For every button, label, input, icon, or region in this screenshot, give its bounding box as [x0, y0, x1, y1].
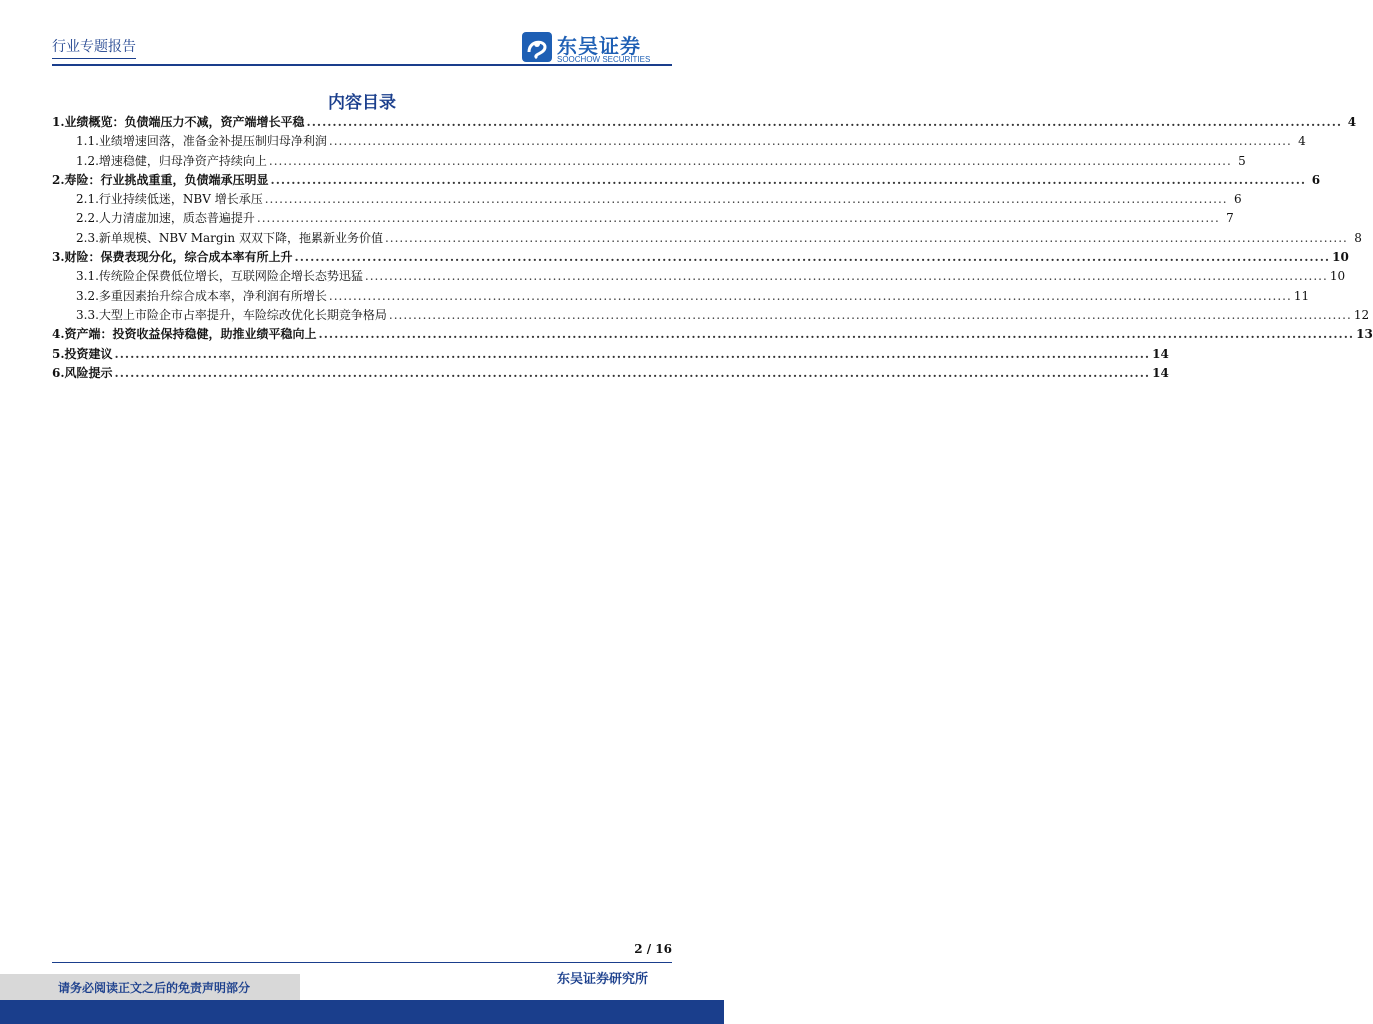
- toc-entry-text: 业绩增速回落，准备金补提压制归母净利润: [98, 134, 327, 149]
- toc-entry-text: 业绩概览：负债端压力不减，资产端增长平稳: [64, 115, 305, 129]
- logo-mark-icon: [520, 30, 554, 64]
- footer-band: [0, 1000, 724, 1024]
- toc-entry-number: 2.: [52, 172, 65, 187]
- toc-entry[interactable]: [52, 113, 1357, 132]
- toc-entry[interactable]: [52, 267, 1346, 286]
- toc-entry-number: 3.2.: [76, 288, 99, 303]
- toc-leader-dots: ........................................................................................................................................................................................................: [364, 269, 1328, 284]
- toc-leader-dots: ........................................................................................................................................................................................................: [268, 153, 1232, 168]
- toc-entry[interactable]: [52, 190, 1242, 209]
- toc-entry[interactable]: [52, 345, 1169, 364]
- footer-disclaimer: 请务必阅读正文之后的免责声明部分: [0, 974, 300, 1000]
- toc-entry-page: 7: [1226, 211, 1234, 226]
- toc-entry-page: 4: [1298, 134, 1306, 149]
- toc-entry-page: 14: [1152, 365, 1169, 380]
- toc-entry-number: 1.2.: [76, 153, 99, 168]
- toc-entry-page: 10: [1329, 269, 1346, 284]
- toc-entry-number: 3.: [52, 250, 65, 265]
- toc-entry[interactable]: [52, 287, 1310, 306]
- toc-entry-text: 传统险企保费低位增长，互联网险企增长态势迅猛: [98, 269, 363, 284]
- toc-leader-dots: ........................................................................................................................................................................................................: [328, 288, 1292, 303]
- toc-leader-dots: ........................................................................................................................................................................................................: [264, 192, 1228, 207]
- toc-leader-dots: ........................................................................................................................................................................................................: [306, 115, 1343, 129]
- footer-divider: [52, 962, 672, 963]
- toc-leader-dots: ........................................................................................................................................................................................................: [294, 250, 1331, 265]
- footer-organization: 东吴证券研究所: [556, 972, 648, 987]
- toc-entry-page: 6: [1233, 192, 1242, 207]
- toc-entry[interactable]: [52, 209, 1234, 228]
- toc-leader-dots: ........................................................................................................................................................................................................: [270, 172, 1307, 187]
- toc-entry-page: 11: [1293, 288, 1310, 303]
- logo-english-name: SOOCHOW SECURITIES: [557, 55, 651, 64]
- toc-entry-number: 4.: [52, 327, 65, 342]
- toc-entry-number: 3.1.: [76, 269, 99, 284]
- toc-leader-dots: ........................................................................................................................................................................................................: [114, 365, 1151, 380]
- toc-entry-page: 5: [1238, 153, 1246, 168]
- toc-leader-dots: ........................................................................................................................................................................................................: [388, 307, 1352, 322]
- toc-entry[interactable]: [52, 229, 1362, 248]
- toc-title: 内容目录: [328, 93, 396, 113]
- toc-entry[interactable]: [52, 171, 1321, 190]
- toc-entry-page: 12: [1353, 307, 1370, 322]
- toc-entry-number: 5.: [52, 346, 65, 361]
- toc-entry-page: 6: [1311, 172, 1321, 187]
- toc-entry-text: 增速稳健，归母净资产持续向上: [98, 153, 267, 168]
- toc-leader-dots: ........................................................................................................................................................................................................: [256, 211, 1220, 226]
- toc-entry[interactable]: [52, 152, 1246, 171]
- toc-entry[interactable]: [52, 306, 1370, 325]
- toc-entry-number: 6.: [52, 365, 65, 380]
- toc-entry[interactable]: [52, 364, 1169, 383]
- toc-entry-page: 10: [1332, 250, 1349, 265]
- toc-leader-dots: ........................................................................................................................................................................................................: [318, 327, 1355, 342]
- toc-entry-text: 新单规模、NBV Margin 双双下降，拖累新业务价值: [98, 230, 383, 245]
- header-divider: [52, 64, 672, 66]
- toc-entry-number: 3.3.: [76, 307, 99, 322]
- toc-entry-text: 多重因素抬升综合成本率，净利润有所增长: [98, 288, 327, 303]
- toc-entry[interactable]: [52, 325, 1373, 344]
- toc-entry-text: 风险提示: [64, 365, 113, 380]
- report-category: 行业专题报告: [52, 36, 136, 59]
- toc-leader-dots: ........................................................................................................................................................................................................: [114, 346, 1151, 361]
- logo-name: 东吴证券: [557, 34, 641, 58]
- toc-entry-page: 8: [1354, 230, 1362, 245]
- toc-entry-text: 财险：保费表现分化，综合成本率有所上升: [64, 250, 293, 265]
- toc-entry-text: 行业持续低迷，NBV 增长承压: [98, 192, 263, 207]
- toc-entry-page: 13: [1356, 327, 1373, 342]
- toc-leader-dots: ........................................................................................................................................................................................................: [328, 134, 1292, 149]
- toc-entry-number: 1.: [52, 115, 65, 129]
- company-logo: [520, 28, 670, 68]
- toc-entry-number: 2.3.: [76, 230, 99, 245]
- toc-entry[interactable]: [52, 132, 1306, 151]
- page-number: 2 / 16: [634, 942, 672, 956]
- table-of-contents: [52, 113, 1373, 383]
- toc-entry-page: 4: [1347, 115, 1357, 129]
- toc-entry-text: 资产端：投资收益保持稳健，助推业绩平稳向上: [64, 327, 317, 342]
- toc-entry-number: 1.1.: [76, 134, 99, 149]
- toc-entry[interactable]: [52, 248, 1349, 267]
- toc-entry-text: 大型上市险企市占率提升，车险综改优化长期竞争格局: [98, 307, 387, 322]
- toc-entry-text: 人力清虚加速，质态普遍提升: [98, 211, 255, 226]
- toc-leader-dots: ........................................................................................................................................................................................................: [384, 230, 1348, 245]
- toc-entry-number: 2.1.: [76, 192, 99, 207]
- toc-entry-text: 寿险：行业挑战重重，负债端承压明显: [64, 172, 269, 187]
- toc-entry-number: 2.2.: [76, 211, 99, 226]
- toc-entry-text: 投资建议: [64, 346, 113, 361]
- toc-entry-page: 14: [1152, 346, 1169, 361]
